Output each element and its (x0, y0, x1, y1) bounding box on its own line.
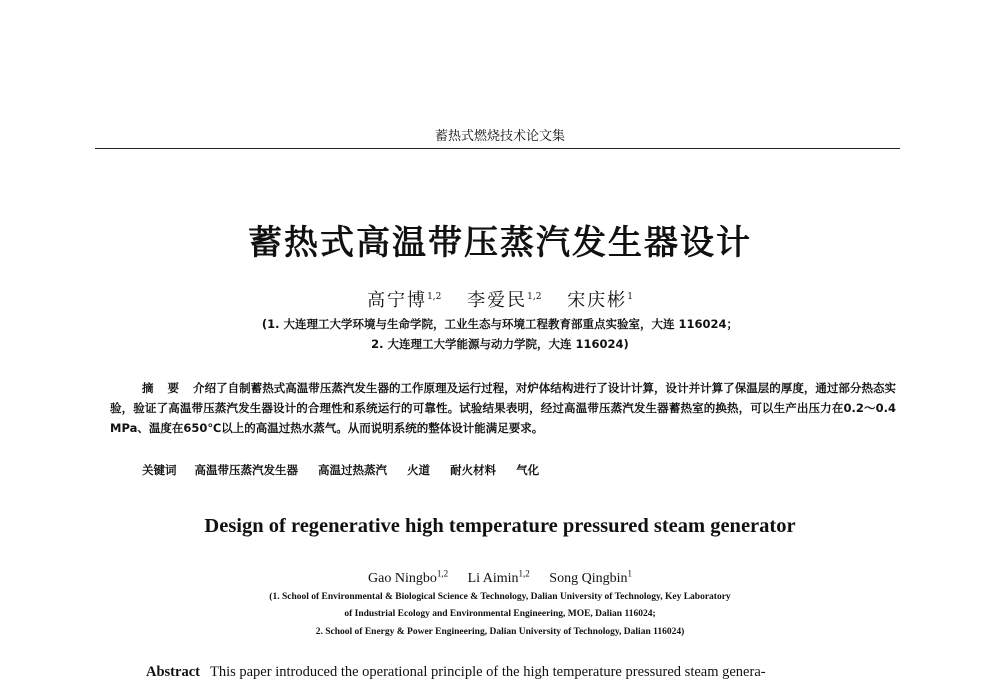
authors-english (0, 568, 1000, 587)
author-en-1-name: Gao Ningbo (368, 570, 437, 586)
keyword-cn-3: 火道 (407, 463, 431, 477)
author-en-3-sup: 1 (627, 568, 632, 578)
keyword-cn-5: 气化 (516, 463, 540, 477)
affiliation-cn-line-1: (1. 大连理工大学环境与生命学院，工业生态与环境工程教育部重点实验室，大连 116024； (261, 317, 739, 331)
keyword-cn-2: 高温过热蒸汽 (318, 463, 388, 477)
affiliation-cn-line-2: 2. 大连理工大学能源与动力学院，大连 116024) (371, 337, 629, 351)
abstract-chinese (110, 378, 896, 438)
author-en-2-name: Li Aimin (467, 570, 519, 586)
title-chinese: 蓄热式高温带压蒸汽发生器设计 (248, 223, 752, 263)
keyword-cn-4: 耐火材料 (450, 463, 497, 477)
abstract-cn-label: 摘要 (142, 381, 194, 395)
author-cn-3-sup: 1 (627, 292, 633, 302)
abstract-english (146, 664, 906, 681)
author-cn-2-sup: 1,2 (527, 292, 542, 302)
author-cn-3 (567, 290, 633, 311)
header-rule (95, 148, 900, 149)
keywords-chinese (142, 462, 892, 478)
abstract-en-label: Abstract (146, 664, 200, 680)
abstract-cn-text: 介绍了自制蓄热式高温带压蒸汽发生器的工作原理及运行过程，对炉体结构进行了设计计算，设计并计算了保温层的厚度，通过部分热态实验，验证了高温带压蒸汽发生器设计的合理性和系统运行的可靠性。试验结果表明，经过高温带压蒸汽发生器蓄热室的换热，可以生产出压力在0.2～0.4 MPa、温度在650℃以上的高温过热水蒸气。从而说明系统的整体设计能满足要求。 (110, 381, 897, 435)
running-header: 蓄热式燃烧技术论文集 (434, 129, 565, 144)
author-en-2 (467, 568, 530, 586)
author-cn-1 (367, 290, 441, 311)
abstract-en-text: This paper introduced the operational principle of the high temperature pressured steam genera- (209, 664, 766, 680)
affiliation-en-line-2: of Industrial Ecology and Environmental Engineering, MOE, Dalian 116024; (344, 609, 656, 619)
author-en-2-sup: 1,2 (518, 568, 530, 578)
author-cn-2 (467, 290, 541, 311)
title-english: Design of regenerative high temperature pressured steam generator (204, 515, 796, 537)
affiliation-en-line-1: (1. School of Environmental & Biological Science & Technology, Dalian University of Technology, Key Laboratory (269, 592, 731, 602)
keyword-cn-1: 高温带压蒸汽发生器 (194, 463, 299, 477)
author-cn-1-name: 高宁博 (367, 290, 428, 311)
author-en-1 (368, 568, 449, 586)
affiliation-en-line-3: 2. School of Energy & Power Engineering, Dalian University of Technology, Dalian 116024) (315, 627, 685, 637)
author-cn-2-name: 李爱民 (467, 290, 528, 311)
author-en-1-sup: 1,2 (436, 568, 449, 578)
author-cn-1-sup: 1,2 (427, 292, 442, 302)
author-en-3-name: Song Qingbin (549, 570, 628, 586)
author-en-3 (549, 568, 632, 586)
keywords-cn-label: 关键词 (142, 463, 177, 477)
author-cn-3-name: 宋庆彬 (567, 290, 628, 311)
authors-chinese (0, 286, 1000, 312)
